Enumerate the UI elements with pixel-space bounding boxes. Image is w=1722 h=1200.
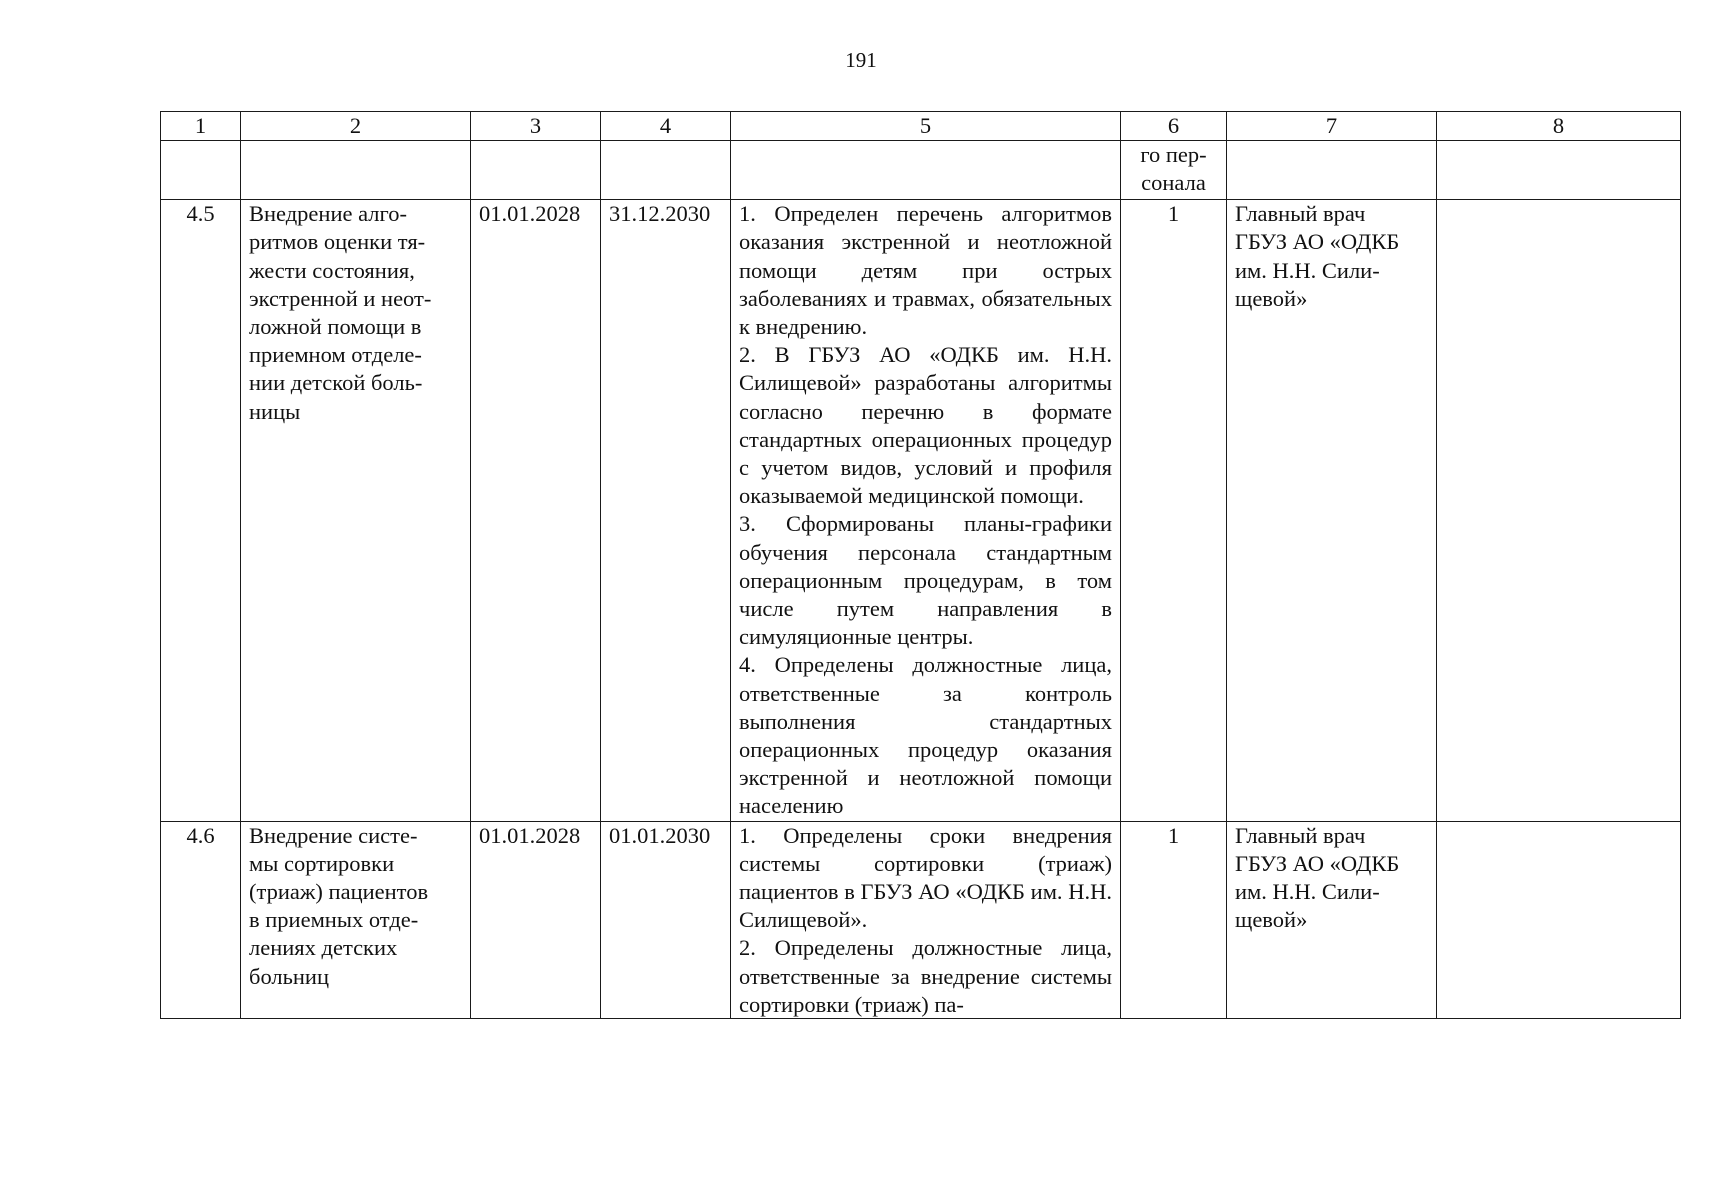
result-item: 2. В ГБУЗ АО «ОДКБ им. Н.Н. Силищевой» разработаны алгоритмы согласно перечню в формате стандартных операционных процедур с учетом видов, условий и профиля оказываемой медицинской помощи. (739, 342, 1112, 509)
responsible-line: им. Н.Н. Сили- (1235, 257, 1380, 283)
column-number: 4 (601, 112, 731, 141)
measure-name-line: ницы (249, 398, 301, 424)
continuation-cell (161, 141, 241, 200)
row-number: 4.5 (161, 200, 241, 821)
end-date: 31.12.2030 (601, 200, 731, 821)
continuation-cell (731, 141, 1121, 200)
column-number: 6 (1121, 112, 1227, 141)
continuation-cell (471, 141, 601, 200)
result-item: 3. Сформированы планы-графики обучения персонала стандартным операционным процедурам, в том числе путем направления в симуляционные центры. (739, 511, 1112, 650)
column-number: 8 (1437, 112, 1681, 141)
table-row (161, 821, 1681, 1018)
responsible-line: Главный врач (1235, 201, 1366, 227)
continuation-cell (601, 141, 731, 200)
results-cell (731, 200, 1121, 821)
responsible-line: Главный врач (1235, 822, 1366, 848)
col6-value: 1 (1121, 821, 1227, 1018)
start-date: 01.01.2028 (471, 200, 601, 821)
table-row (161, 200, 1681, 821)
page-number: 191 (845, 48, 877, 72)
measure-name-line: нии детской боль- (249, 370, 423, 396)
continuation-cell (1227, 141, 1437, 200)
column-number: 5 (731, 112, 1121, 141)
column-number: 7 (1227, 112, 1437, 141)
responsible-line: им. Н.Н. Сили- (1235, 879, 1380, 905)
results-cell (731, 821, 1121, 1018)
responsible-line: ГБУЗ АО «ОДКБ (1235, 850, 1400, 876)
measure-name-line: Внедрение систе- (249, 822, 418, 848)
measure-name-line: мы сортировки (249, 850, 395, 876)
col8-value (1437, 821, 1681, 1018)
column-number-row (161, 112, 1681, 141)
measure-name-line: жести состояния, (249, 257, 415, 283)
measure-name-line: ритмов оценки тя- (249, 229, 426, 255)
measure-name-line: лениях детских (249, 935, 398, 961)
measure-name-line: в приемных отде- (249, 907, 419, 933)
continuation-line: сонала (1141, 170, 1206, 196)
column-number: 2 (241, 112, 471, 141)
col8-value (1437, 200, 1681, 821)
responsible-line: щевой» (1235, 907, 1308, 933)
col6-value: 1 (1121, 200, 1227, 821)
measure-name-line: экстренной и неот- (249, 285, 432, 311)
start-date: 01.01.2028 (471, 821, 601, 1018)
column-number: 1 (161, 112, 241, 141)
result-item: 4. Определены должностные лица, ответственные за контроль выполнения стандартных операционных процедур оказания экстренной и неотложной помощи населению (739, 652, 1112, 819)
result-item: 1. Определены сроки внедрения системы сортировки (триаж) пациентов в ГБУЗ АО «ОДКБ им. Н.Н. Силищевой». (739, 822, 1112, 933)
measure-name-cell (241, 821, 471, 1018)
continuation-cell (241, 141, 471, 200)
continuation-cell (1437, 141, 1681, 200)
result-item: 2. Определены должностные лица, ответственные за внедрение системы сортировки (триаж) па- (739, 935, 1112, 1017)
responsible-line: ГБУЗ АО «ОДКБ (1235, 229, 1400, 255)
end-date: 01.01.2030 (601, 821, 731, 1018)
measure-name-line: (триаж) пациентов (249, 879, 429, 905)
responsible-cell (1227, 821, 1437, 1018)
measure-name-cell (241, 200, 471, 821)
measures-table (160, 111, 1681, 1019)
measure-name-line: больниц (249, 963, 330, 989)
result-item: 1. Определен перечень алгоритмов оказания экстренной и неотложной помощи детям при острых заболеваниях и травмах, обязательных к внедрению. (739, 201, 1112, 340)
responsible-line: щевой» (1235, 285, 1308, 311)
column-number: 3 (471, 112, 601, 141)
measure-name-line: Внедрение алго- (249, 201, 407, 227)
measure-name-line: ложной помощи в (249, 314, 422, 340)
measure-name-line: приемном отделе- (249, 342, 422, 368)
responsible-cell (1227, 200, 1437, 821)
row-number: 4.6 (161, 821, 241, 1018)
continuation-row (161, 141, 1681, 200)
continuation-line: го пер- (1140, 142, 1207, 168)
continuation-text-cell (1121, 141, 1227, 200)
